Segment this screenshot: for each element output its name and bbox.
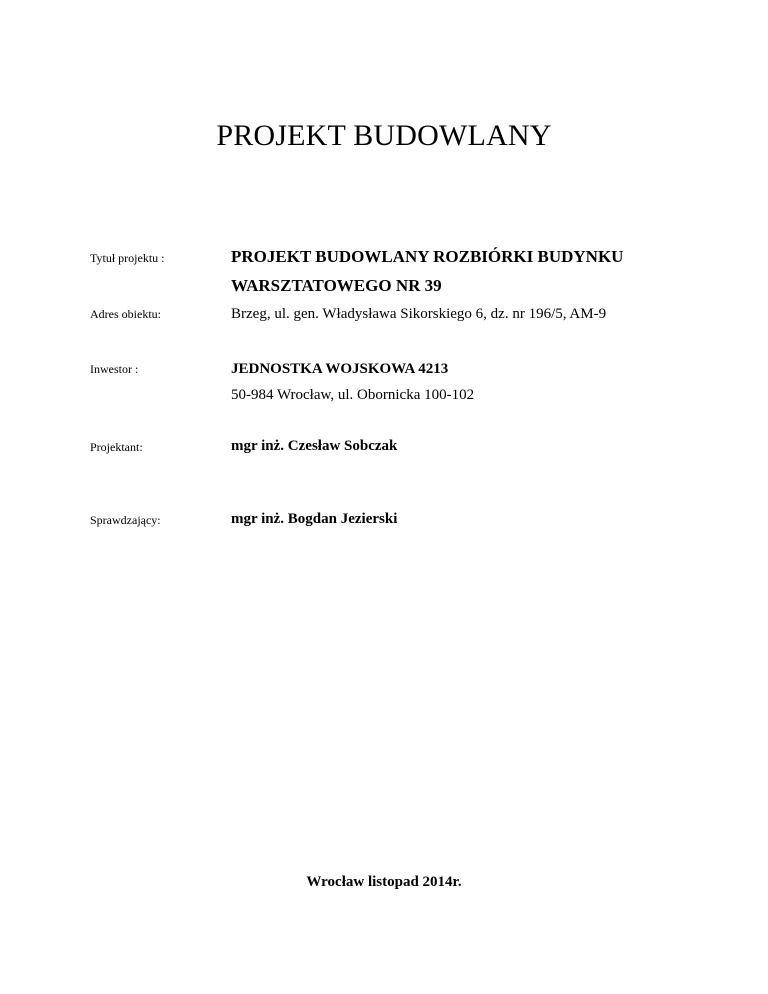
designer-value: mgr inż. Czesław Sobczak (231, 438, 398, 454)
checker-value: mgr inż. Bogdan Jezierski (231, 511, 398, 527)
checker-label: Sprawdzający: (90, 513, 161, 527)
project-title-line-2: WARSZTATOWEGO NR 39 (231, 276, 442, 295)
project-title-line-1: PROJEKT BUDOWLANY ROZBIÓRKI BUDYNKU (231, 247, 624, 266)
place-and-date: Wrocław listopad 2014r. (306, 874, 462, 890)
document-heading: PROJEKT BUDOWLANY (216, 119, 552, 152)
address-label: Adres obiektu: (90, 307, 161, 321)
investor-name: JEDNOSTKA WOJSKOWA 4213 (231, 361, 449, 377)
investor-label: Inwestor : (90, 362, 139, 376)
project-title-label: Tytuł projektu : (90, 251, 165, 265)
designer-label: Projektant: (90, 440, 143, 454)
investor-address: 50-984 Wrocław, ul. Obornicka 100-102 (231, 387, 475, 403)
address-value: Brzeg, ul. gen. Władysława Sikorskiego 6, dz. nr 196/5, AM-9 (231, 306, 607, 322)
